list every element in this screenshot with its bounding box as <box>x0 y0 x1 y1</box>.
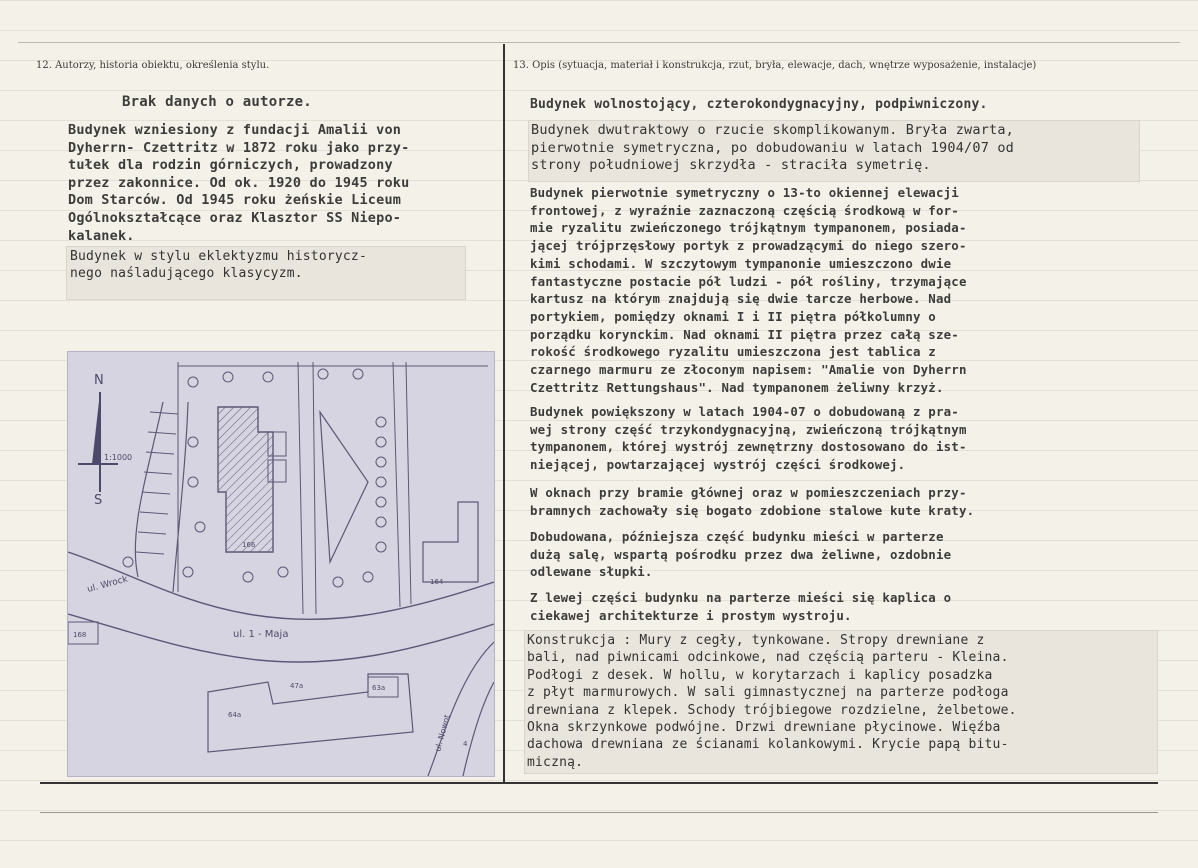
side-street-edge-2 <box>463 682 494 776</box>
p3-line: porządku korynckim. Nad oknami II piętra przez całą sze- <box>530 326 959 342</box>
triangle-plot <box>320 412 368 562</box>
p7-line: Z lewej części budynku na parterze mieści się kaplica o <box>530 590 952 605</box>
drive-hatching <box>136 412 178 554</box>
plot-line <box>313 362 316 614</box>
number-168: 168 <box>73 631 87 639</box>
p6-line: odlewane słupki. <box>530 564 653 580</box>
p2-line: pierwotnie symetryczna, po dobudowaniu w latach 1904/07 od <box>531 139 1015 156</box>
drive-left <box>135 402 163 577</box>
style-line: Budynek w stylu eklektyzmu historycz- <box>70 249 367 264</box>
building-164 <box>423 502 478 582</box>
top-rule <box>18 42 1180 43</box>
description-p7 <box>530 589 951 624</box>
p3-line: fantastyczne postacie pół ludzi - pół rośliny, trzymające <box>530 273 967 289</box>
p3-line: portykiem, pomiędzy oknami I i II piętra półkolumny o <box>530 308 936 324</box>
main-building <box>218 407 273 552</box>
p2-line: Budynek dwutraktowy o rzucie skomplikowanym. Bryła zwarta, <box>531 122 1015 138</box>
description-p1: Budynek wolnostojący, czterokondygnacyjny, podpiwniczony. <box>530 97 988 112</box>
street-label-nowot: ul. Nowot <box>433 713 452 753</box>
history-text <box>68 122 502 245</box>
column-divider <box>503 44 505 784</box>
p3-line: frontowej, z wyraźnie zaznaczoną częścią środkową w for- <box>530 202 959 218</box>
p2-line: strony południowej skrzydła - straciła symetrię. <box>531 157 931 173</box>
section-12-header: 12. Autorzy, historia obiektu, określenia stylu. <box>36 60 270 71</box>
p4-line: tympanonem, której wystrój zewnętrzny dostosowano do ist- <box>530 439 967 455</box>
number-64a: 64a <box>228 711 242 719</box>
bottom-rule <box>40 782 1158 784</box>
pasted-slip-construction <box>524 630 1158 774</box>
p4-line: Budynek powiększony w latach 1904-07 o dobudowaną z pra- <box>530 404 959 419</box>
construction-line: Konstrukcja : Mury z cegły, tynkowane. Stropy drewniane z <box>527 633 985 648</box>
history-line: przez zakonnice. Od ok. 1920 do 1945 roku <box>68 174 410 191</box>
p3-line: mie ryzalitu zwieńczonego trójkątnym tympanonem, posiada- <box>530 220 967 236</box>
p3-line: Czettritz Rettungshaus". Nad tympanonem żeliwny krzyż. <box>530 379 944 395</box>
side-street-edge <box>428 642 494 776</box>
street-label-1maja: ul. 1 - Maja <box>233 629 289 640</box>
authors-line: Brak danych o autorze. <box>122 94 312 110</box>
plot-line <box>393 362 400 607</box>
section-13-header: 13. Opis (sytuacja, materiał i konstrukcja, rzut, bryła, elewacje, dach, wnętrze wyposażenie, instalacje) <box>513 60 1037 71</box>
plot-line <box>406 362 411 604</box>
number-63a: 63a <box>372 684 386 692</box>
p3-line: kartusz na którym znajdują się dwie tarcze herbowe. Nad <box>530 291 952 307</box>
description-construction <box>527 632 1017 771</box>
pasted-slip-p2 <box>528 120 1140 182</box>
p3-line: rokość środkowego ryzalitu umieszczona jest tablica z <box>530 344 936 360</box>
site-plan-map <box>68 352 494 776</box>
p3-line: czarnego marmuru ze złoconym napisem: "Amalie von Dyherrn <box>530 362 967 378</box>
description-p4 <box>530 403 967 474</box>
description-p2 <box>531 122 1014 175</box>
drive-right <box>173 402 188 592</box>
construction-line: drewniana z klepek. Schody trójbiegowe rozdzielne, żelbetowe. <box>527 702 1017 718</box>
description-p3 <box>530 184 967 396</box>
history-line: kalanek. <box>68 227 135 244</box>
history-line: tułek dla rodzin górniczych, prowadzony <box>68 157 393 174</box>
scale-label: 1:1000 <box>104 453 133 462</box>
p5-line: W oknach przy bramie głównej oraz w pomieszczeniach przy- <box>530 485 967 500</box>
north-arrow-head <box>92 392 100 464</box>
p3-line: jącej trójprzęsłowy portyk z prowadzącymi do niego szero- <box>530 238 967 254</box>
p6-line: Dobudowana, późniejsza część budynku mieści w parterze <box>530 529 944 544</box>
construction-line: Okna skrzynkowe podwójne. Drzwi drewniane płycinowe. Więźba <box>527 720 1001 736</box>
p3-line: Budynek pierwotnie symetryczny o 13-to okiennej elewacji <box>530 185 959 200</box>
construction-line: z płyt marmurowych. W sali gimnastycznej na parterze podłoga <box>527 685 1009 701</box>
north-label: N <box>94 373 104 388</box>
description-p6 <box>530 528 951 581</box>
history-line: Dyherrn- Czettritz w 1872 roku jako przy- <box>68 139 410 156</box>
plot-line <box>298 362 303 614</box>
number-166: 166 <box>242 541 256 549</box>
history-line: Budynek wzniesiony z fundacji Amalii von <box>68 122 402 138</box>
construction-line: Podłogi z desek. W hollu, w korytarzach i kaplicy posadzka <box>527 667 993 683</box>
p4-line: wej strony część trzykondygnacyjną, zwieńczoną trójkątnym <box>530 421 967 437</box>
p3-line: kimi schodami. W szczytowym tympanonie umieszczono dwie <box>530 255 952 271</box>
bottom-rule-thin <box>40 812 1158 813</box>
history-line: Ogólnokształcące oraz Klasztor SS Niepo- <box>68 209 402 226</box>
site-plan-drawing <box>68 352 494 776</box>
description-p5 <box>530 484 974 519</box>
number-4: 4 <box>463 740 468 748</box>
p6-line: dużą salę, wspartą pośrodku przez dwa żeliwne, ozdobnie <box>530 546 952 562</box>
p5-line: bramnych zachowały się bogato zdobione stalowe kute kraty. <box>530 502 975 518</box>
history-line: Dom Starców. Od 1945 roku żeńskie Liceum <box>68 192 402 209</box>
style-line: nego naśladującego klasycyzm. <box>70 266 303 281</box>
style-text <box>70 248 367 282</box>
p7-line: ciekawej architekturze i prostym wystroju. <box>530 607 852 623</box>
pasted-style-slip <box>66 246 466 300</box>
construction-line: miczną. <box>527 754 584 770</box>
street-label-wrock: ul. Wrock <box>86 574 129 595</box>
construction-line: dachowa drewniana ze ścianami kolankowymi. Krycie papą bitu- <box>527 737 1009 753</box>
construction-line: bali, nad piwnicami odcinkowe, nad częścią parteru - Kleina. <box>527 650 1009 666</box>
p4-line: niejącej, powtarzającej wystrój części środkowej. <box>530 457 906 473</box>
number-47a: 47a <box>290 682 304 690</box>
south-label: S <box>94 493 103 508</box>
number-164: 164 <box>430 578 444 586</box>
